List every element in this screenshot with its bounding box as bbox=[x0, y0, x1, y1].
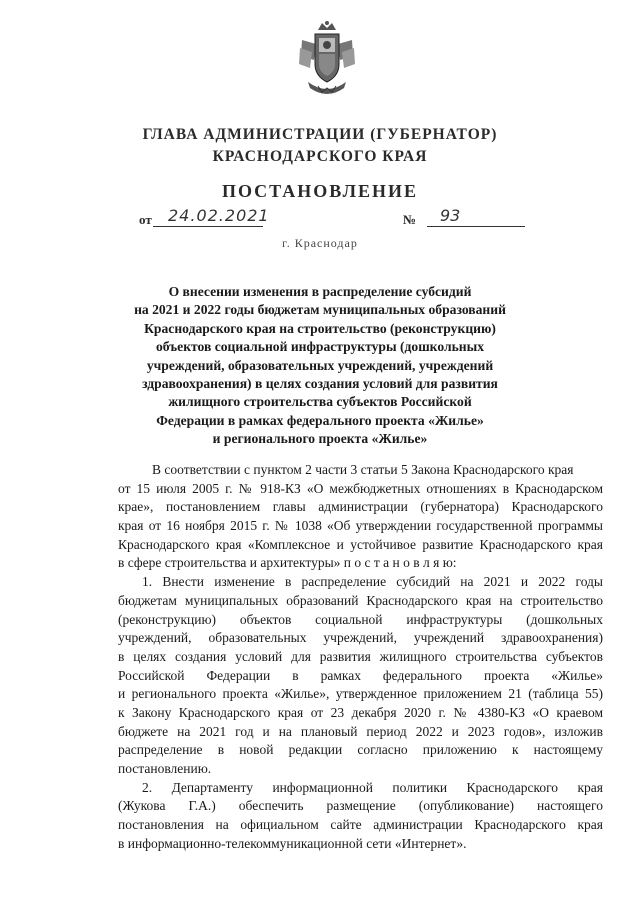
title-line: Краснодарского края на строительство (реконструкцию) bbox=[144, 320, 496, 336]
issuer-title: ГЛАВА АДМИНИСТРАЦИИ (ГУБЕРНАТОР) bbox=[142, 126, 498, 143]
body-line: от 15 июля 2005 г. № 918-КЗ «О межбюджетных отношениях в Краснодарском bbox=[118, 480, 603, 496]
date-value: 24.02.2021 bbox=[168, 206, 270, 225]
body-line: распределение в новой редакции согласно приложению к настоящему bbox=[118, 742, 603, 758]
number-value: 93 bbox=[440, 206, 461, 225]
body-line: учреждений, образовательных учреждений, учреждений здравоохранения) bbox=[118, 630, 603, 646]
body-line: в информационно-телекоммуникационной сети «Интернет». bbox=[118, 835, 467, 851]
dateline bbox=[0, 208, 640, 232]
city-label: г. Краснодар bbox=[282, 236, 358, 250]
date-underline bbox=[153, 226, 263, 227]
title-line: здравоохранения) в целях создания условий для развития bbox=[142, 376, 498, 392]
body-line: и регионального проекта «Жилье», утвержденное приложением 21 (таблица 55) bbox=[118, 686, 603, 702]
body-line: (реконструкцию) объектов социальной инфраструктуры (дошкольных bbox=[118, 611, 603, 627]
title-line: на 2021 и 2022 годы бюджетам муниципальных образований bbox=[134, 302, 506, 318]
number-prefix: № bbox=[403, 212, 417, 227]
body-line: Российской Федерации в рамках федерального проекта «Жилье» bbox=[118, 667, 603, 683]
date-prefix: от bbox=[139, 212, 152, 227]
body-line: 2. Департаменту информационной политики Краснодарского края bbox=[142, 779, 603, 795]
title-line: и регионального проекта «Жилье» bbox=[212, 431, 428, 447]
body-line: в целях создания условий для развития жилищного строительства субъектов bbox=[118, 648, 603, 664]
title-line: жилищного строительства субъектов Российской bbox=[168, 394, 472, 410]
body-line: постановления на официальном сайте администрации Краснодарского края bbox=[118, 817, 603, 833]
body-line: бюджете на 2021 год и на плановый период 2022 и 2023 годов», изложив bbox=[118, 723, 603, 739]
title-line: Федерации в рамках федерального проекта «Жилье» bbox=[156, 412, 484, 428]
document-title bbox=[120, 283, 520, 449]
body-line: к Закону Краснодарского края от 23 декабря 2020 г. № 4380-КЗ «О краевом bbox=[118, 704, 603, 720]
body-line: крае», постановлением главы администрации (губернатора) Краснодарского bbox=[118, 499, 603, 515]
coat-of-arms-icon bbox=[298, 20, 356, 100]
body-line: (Жукова Г.А.) обеспечить размещение (опубликование) настоящего bbox=[118, 798, 603, 814]
title-line: учреждений, образовательных учреждений, учреждений bbox=[146, 357, 494, 373]
body-line: бюджетам муниципальных образований Краснодарского края на строительство bbox=[118, 592, 603, 608]
number-underline bbox=[427, 226, 525, 227]
body-line: постановлению. bbox=[118, 761, 212, 776]
body-line: В соответствии с пунктом 2 части 3 статьи 5 Закона Краснодарского края bbox=[152, 462, 574, 477]
body-line: в сфере строительства и архитектуры» п о с т а н о в л я ю: bbox=[118, 555, 457, 571]
issuer-region: КРАСНОДАРСКОГО КРАЯ bbox=[212, 148, 428, 165]
body-line: Краснодарского края «Комплексное и устойчивое развитие Краснодарского края bbox=[118, 536, 603, 552]
title-line: объектов социальной инфраструктуры (дошкольных bbox=[155, 339, 484, 355]
document-type: ПОСТАНОВЛЕНИЕ bbox=[221, 181, 419, 201]
body-line: 1. Внести изменение в распределение субсидий на 2021 и 2022 годы bbox=[142, 574, 603, 590]
body-line: края от 16 ноября 2015 г. № 1038 «Об утверждении государственной программы bbox=[118, 518, 603, 534]
document-body bbox=[118, 461, 603, 853]
title-line: О внесении изменения в распределение субсидий bbox=[168, 284, 472, 299]
